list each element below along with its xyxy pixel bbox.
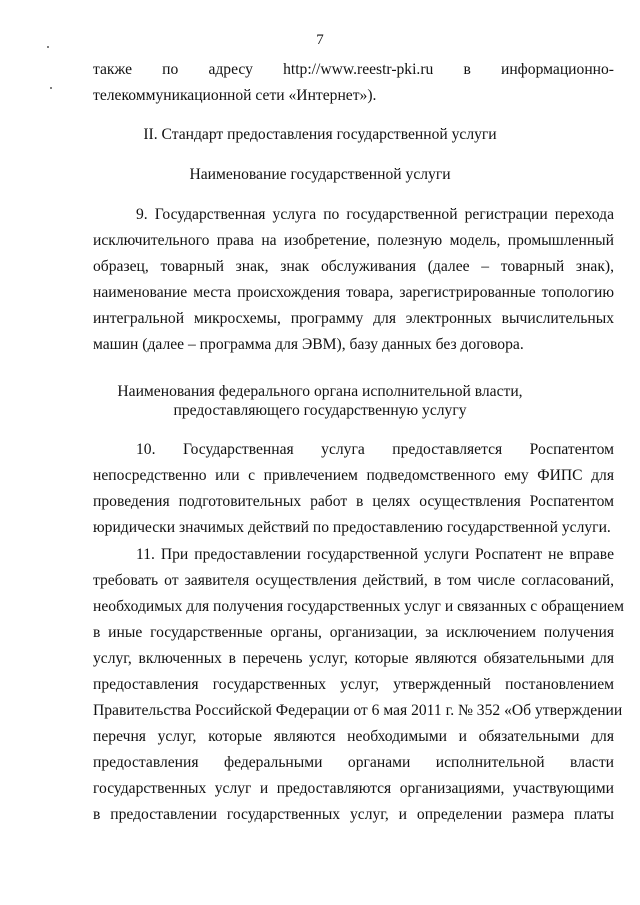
- paragraph-10-line: проведения подготовительных работ в целях осуществления Роспатентом: [93, 493, 614, 510]
- subheading-authority: предоставляющего государственную услугу: [173, 402, 467, 419]
- intro-line: также по адресу http://www.reestr-pki.ru в информационно-: [93, 61, 614, 78]
- paragraph-11-line: в иные государственные органы, организации, за исключением получения: [93, 624, 614, 641]
- paragraph-9-line: образец, товарный знак, знак обслуживания (далее – товарный знак),: [93, 258, 614, 275]
- section-title: II. Стандарт предоставления государственной услуги: [143, 126, 497, 143]
- subheading-service-name: Наименование государственной услуги: [189, 166, 451, 183]
- paragraph-9-line: исключительного права на изобретение, полезную модель, промышленный: [93, 232, 614, 249]
- paragraph-11-line: предоставления федеральными органами исполнительной власти: [93, 754, 614, 771]
- paragraph-9-line: наименование места происхождения товара, зарегистрированные топологию: [93, 284, 614, 301]
- paragraph-10-line: 10. Государственная услуга предоставляется Роспатентом: [136, 441, 614, 458]
- paragraph-11-line: предоставления государственных услуг, утвержденный постановлением: [93, 676, 614, 693]
- scan-speck: [50, 87, 52, 89]
- intro-line: телекоммуникационной сети «Интернет»).: [93, 87, 377, 104]
- page-number: 7: [316, 32, 324, 48]
- paragraph-10-line: непосредственно или с привлечением подведомственного ему ФИПС для: [93, 467, 614, 484]
- paragraph-10-line: юридически значимых действий по предоставлению государственной услуги.: [93, 519, 611, 536]
- paragraph-11-line: требовать от заявителя осуществления действий, в том числе согласований,: [93, 572, 614, 589]
- paragraph-9-line: 9. Государственная услуга по государственной регистрации перехода: [136, 206, 614, 223]
- paragraph-11-line: государственных услуг и предоставляются организациями, участвующими: [93, 780, 614, 797]
- paragraph-11-line: 11. При предоставлении государственной услуги Роспатент не вправе: [136, 546, 614, 563]
- paragraph-9-line: машин (далее – программа для ЭВМ), базу данных без договора.: [93, 336, 524, 353]
- paragraph-9-line: интегральной микросхемы, программу для электронных вычислительных: [93, 310, 614, 327]
- paragraph-11-line: необходимых для получения государственных услуг и связанных с обращением: [93, 598, 624, 615]
- paragraph-11-line: перечня услуг, которые являются необходимыми и обязательными для: [93, 728, 614, 745]
- paragraph-11-line: услуг, включенных в перечень услуг, которые являются обязательными для: [93, 650, 614, 667]
- subheading-authority: Наименования федерального органа исполнительной власти,: [117, 383, 523, 400]
- paragraph-11-line: Правительства Российской Федерации от 6 мая 2011 г. № 352 «Об утверждении: [93, 702, 623, 719]
- paragraph-11-line: в предоставлении государственных услуг, и определении размера платы: [93, 806, 614, 823]
